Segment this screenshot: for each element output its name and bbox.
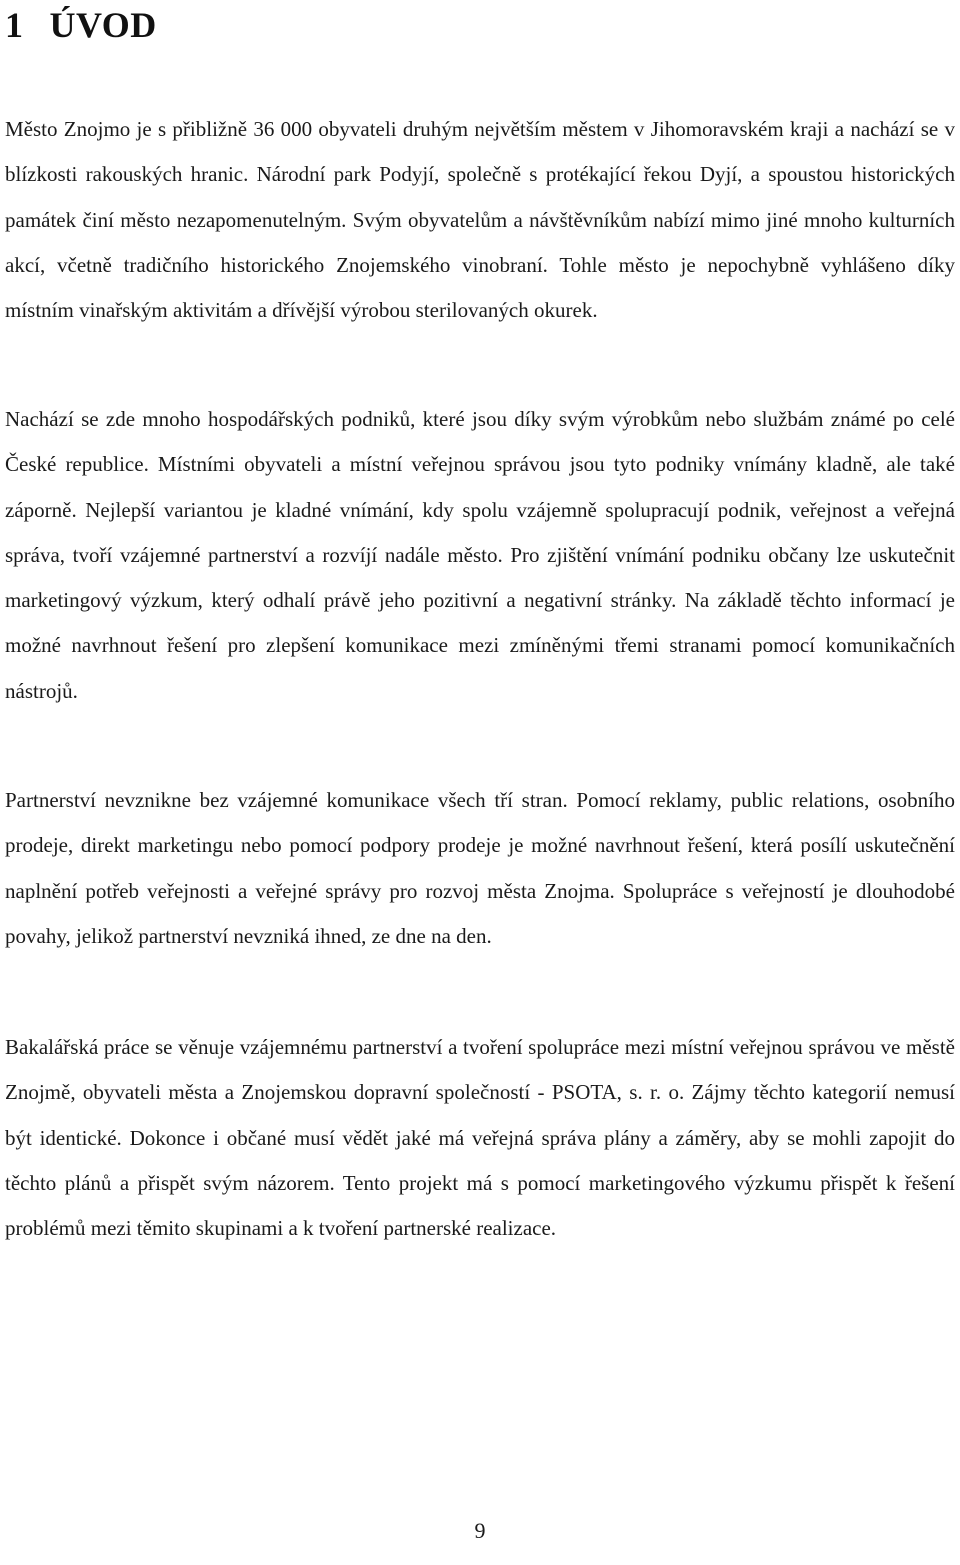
paragraph-businesses: Nachází se zde mnoho hospodářských podniků, které jsou díky svým výrobkům nebo službám známé po celé České republice. Místními obyvateli a místní veřejnou správou jsou tyto podniky vnímány kladně, ale také záporně. Nejlepší variantou je kladné vnímání, kdy spolu vzájemně spolupracují podnik, veřejnost a veřejná správa, tvoří vzájemné partnerství a rozvíjí nadále město. Pro zjištění vnímání podniku občany lze uskutečnit marketingový výzkum, který odhalí právě jeho pozitivní a negativní stránky. Na základě těchto informací je možné navrhnout řešení pro zlepšení komunikace mezi zmíněnými třemi stranami pomocí komunikačních nástrojů. — [5, 407, 955, 703]
paragraph-thesis-aim: Bakalářská práce se věnuje vzájemnému partnerství a tvoření spolupráce mezi místní veřejnou správou ve městě Znojmě, obyvateli města a Znojemskou dopravní společností - PSOTA, s. r. o. Zájmy těchto kategorií nemusí být identické. Dokonce i občané musí vědět jaké má veřejná správa plány a záměry, aby se mohli zapojit do těchto plánů a přispět svým názorem. Tento projekt má s pomocí marketingového výzkumu přispět k řešení problémů mezi těmito skupinami a k tvoření partnerské realizace. — [5, 1035, 955, 1241]
page-number: 9 — [474, 1518, 486, 1543]
paragraph-partnership: Partnerství nevznikne bez vzájemné komunikace všech tří stran. Pomocí reklamy, public relations, osobního prodeje, direkt marketingu nebo pomocí podpory prodeje je možné navrhnout řešení, která posílí uskutečnění naplnění potřeb veřejnosti a veřejné správy pro rozvoj města Znojma. Spolupráce s veřejností je dlouhodobé povahy, jelikož partnerství nevzniká ihned, ze dne na den. — [5, 788, 955, 948]
chapter-number: 1 — [5, 5, 24, 45]
paragraph-intro: Město Znojmo je s přibližně 36 000 obyvateli druhým největším městem v Jihomoravském kraji a nachází se v blízkosti rakouských hranic. Národní park Podyjí, společně s protékající řekou Dyjí, a spoustou historických památek činí město nezapomenutelným. Svým obyvatelům a návštěvníkům nabízí mimo jiné mnoho kulturních akcí, včetně tradičního historického Znojemského vinobraní. Tohle město je nepochybně vyhlášeno díky místním vinařským aktivitám a dřívější výrobou sterilovaných okurek. — [5, 117, 955, 323]
chapter-title: ÚVOD — [49, 5, 157, 45]
document-page — [5, 0, 955, 1241]
chapter-heading — [5, 0, 955, 46]
